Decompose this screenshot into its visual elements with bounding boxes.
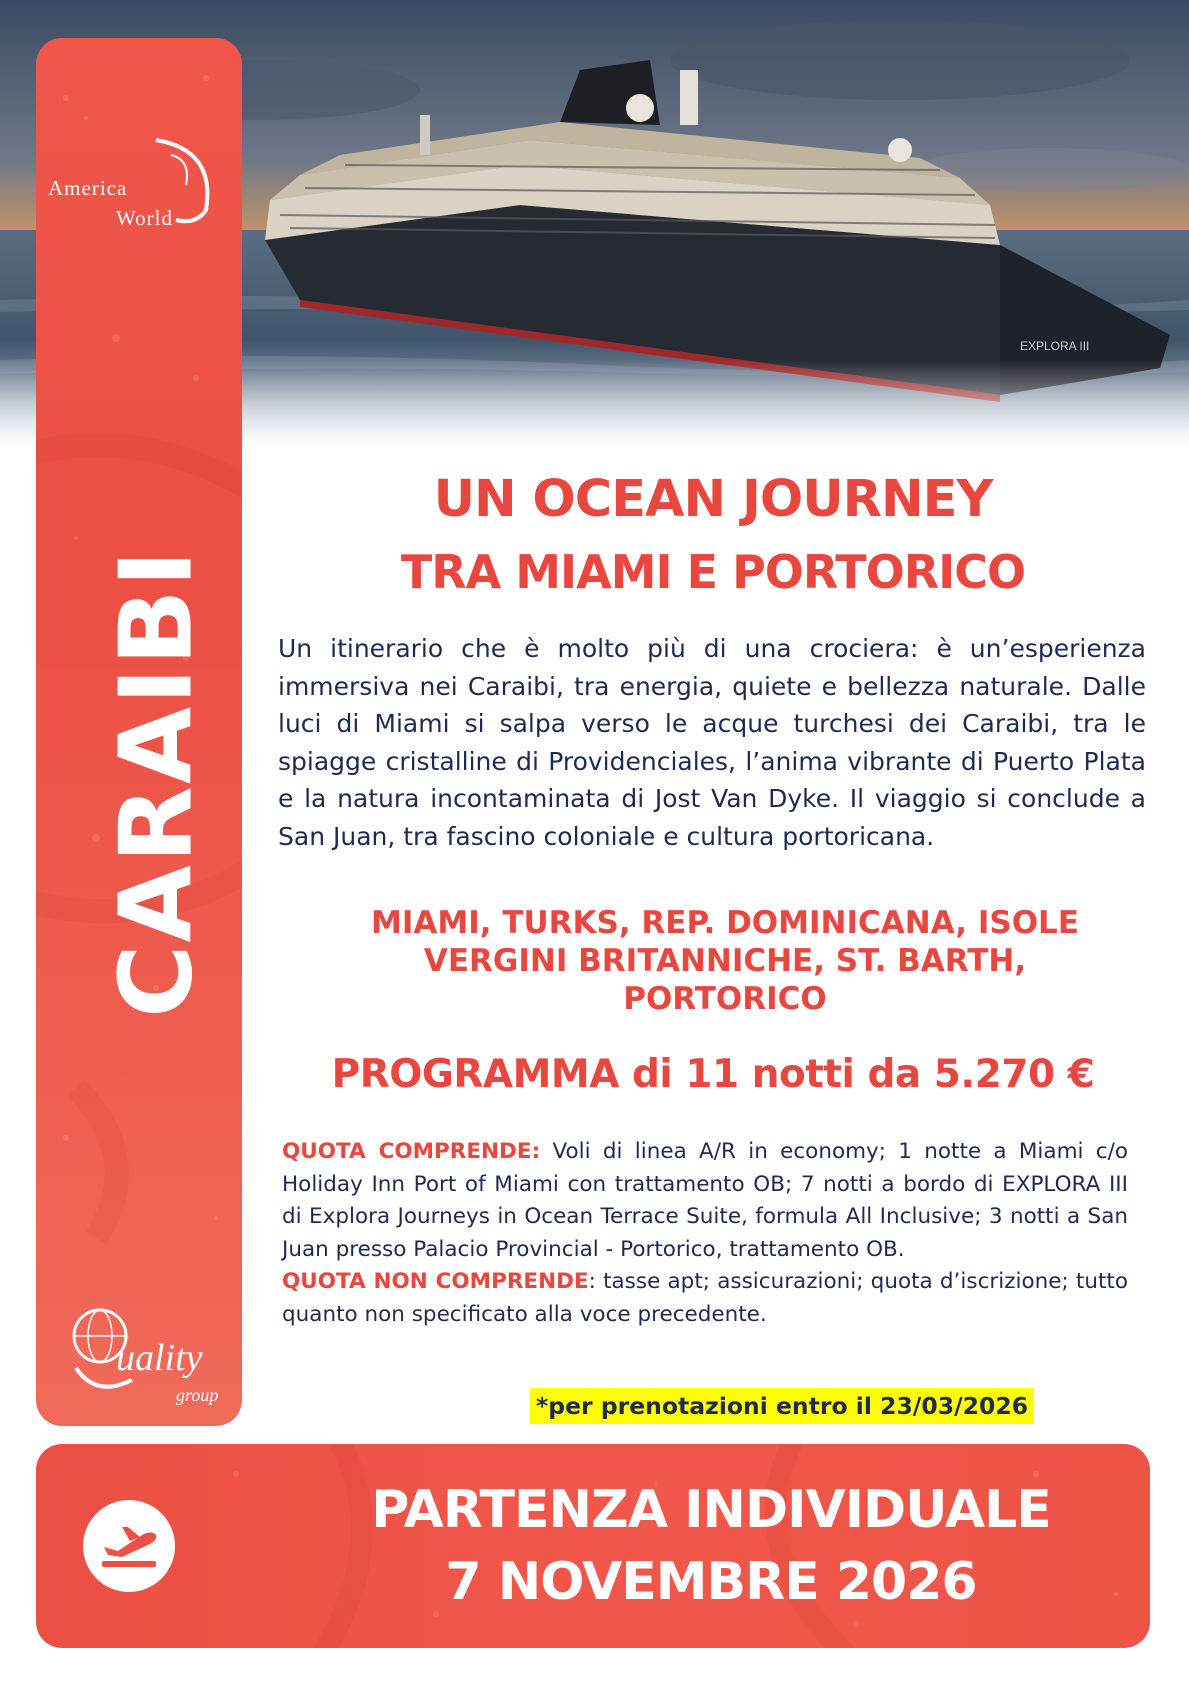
coral-texture-banner: [36, 1444, 1150, 1648]
excludes-colon: :: [588, 1269, 596, 1294]
excludes-paragraph: [282, 1266, 1128, 1331]
logo-line-america: America: [48, 176, 128, 200]
excludes-label: QUOTA NON COMPRENDE: [282, 1269, 589, 1294]
excludes-text: tasse apt; assicurazioni; quota d’iscrizione; tutto quanto non specificato alla voce precedente.: [282, 1269, 1128, 1327]
logo-line-world: World: [116, 206, 173, 230]
quote-details: [282, 1136, 1128, 1331]
program-price: PROGRAMMA di 11 notti da 5.270 €: [331, 1052, 1095, 1097]
includes-text: Voli di linea A/R in economy; 1 notte a Miami c/o Holiday Inn Port of Miami con trattamento OB; 7 notti a bordo di EXPLORA III di Explora Journeys in Ocean Terrace Suite, formula All Inclusive; 3 notti a San Juan presso Palacio Provincial - Portorico, trattamento OB.: [282, 1139, 1128, 1262]
destinations: [300, 904, 1150, 1018]
quality-group-logo: [66, 1288, 236, 1426]
includes-paragraph: [282, 1136, 1128, 1266]
banner-line1: PARTENZA INDIVIDUALE: [371, 1480, 1051, 1540]
destinations-line2: VERGINI BRITANNICHE, ST. BARTH,: [423, 943, 1027, 979]
destinations-line3: PORTORICO: [623, 981, 827, 1017]
headline-line1: UN OCEAN JOURNEY: [433, 470, 993, 529]
logo-group-text: group: [176, 1385, 219, 1405]
includes-label: QUOTA COMPRENDE:: [282, 1139, 541, 1164]
departure-banner: [36, 1444, 1150, 1648]
banner-line2: 7 NOVEMBRE 2026: [445, 1552, 977, 1612]
logo-quality-text: uality: [116, 1337, 203, 1379]
headline-line2: TRA MIAMI E PORTORICO: [400, 545, 1026, 599]
destinations-line1: MIAMI, TURKS, REP. DOMINICANA, ISOLE: [371, 905, 1079, 941]
promo-note: *per prenotazioni entro il 23/03/2026: [530, 1388, 1034, 1424]
side-panel: [36, 38, 242, 1426]
side-title: CARAIBI: [97, 548, 215, 1018]
airplane-departure-icon: [82, 1499, 176, 1593]
intro-paragraph: Un itinerario che è molto più di una crociera: è un’esperienza immersiva nei Caraibi, tra energia, quiete e bellezza naturale. Dalle luci di Miami si salpa verso le acque turchesi dei Caraibi, tra le spiagge cristalline di Providenciales, l’anima vibrante di Puerto Plata e la natura incontaminata di Jost Van Dyke. Il viaggio si conclude a San Juan, tra fascino coloniale e cultura portoricana.: [278, 634, 1146, 851]
america-world-logo: [36, 130, 242, 250]
